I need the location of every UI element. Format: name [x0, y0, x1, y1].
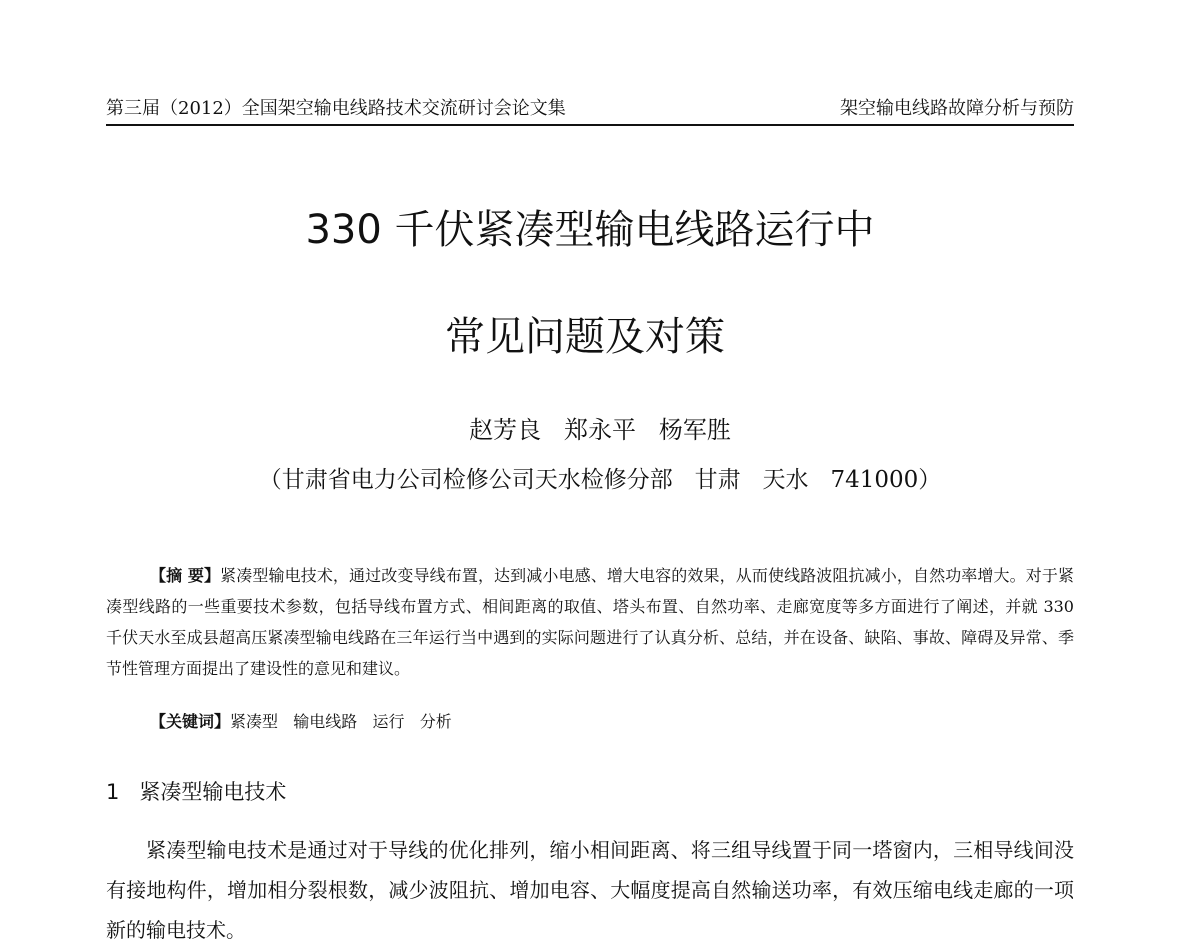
keywords-line: [150, 706, 452, 737]
section-category: 架空输电线路故障分析与预防: [840, 98, 1074, 119]
section-1-heading: 1 紧凑型输电技术: [106, 780, 287, 804]
abstract-label: 【摘 要】: [150, 566, 221, 585]
abstract-text: 紧凑型输电技术，通过改变导线布置，达到减小电感、增大电容的效果，从而使线路波阻抗减小，自然功率增大。对于紧凑型线路的一些重要技术参数，包括导线布置方式、相间距离的取值、塔头布置、自然功率、走廊宽度等多方面进行了阐述，并就 330 千伏天水至成县超高压紧凑型输电线路在三年运行当中遇到的实际问题进行了认真分析、总结，并在设备、缺陷、事故、障碍及异常、季节性管理方面提出了建设性的意见和建议。: [106, 566, 1074, 678]
author-affiliation: （甘肃省电力公司检修公司天水检修分部 甘肃 天水 741000）: [258, 467, 942, 493]
abstract-paragraph: [106, 560, 1074, 684]
author-list: 赵芳良 郑永平 杨军胜: [469, 416, 731, 444]
paper-title-line-1: 330 千伏紧凑型输电线路运行中: [305, 207, 875, 253]
section-1-paragraph: 紧凑型输电技术是通过对于导线的优化排列，缩小相间距离、将三组导线置于同一塔窗内，三相导线间没有接地构件，增加相分裂根数，减少波阻抗、增加电容、大幅度提高自然输送功率，有效压缩电线走廊的一项新的输电技术。: [106, 838, 1074, 942]
keywords-text: 紧凑型 输电线路 运行 分析: [230, 712, 452, 731]
keywords-label: 【关键词】: [150, 712, 231, 731]
proceedings-title: 第三届（2012）全国架空输电线路技术交流研讨会论文集: [106, 98, 566, 119]
paper-title-line-2: 常见问题及对策: [445, 314, 725, 360]
running-header: [106, 92, 1074, 126]
